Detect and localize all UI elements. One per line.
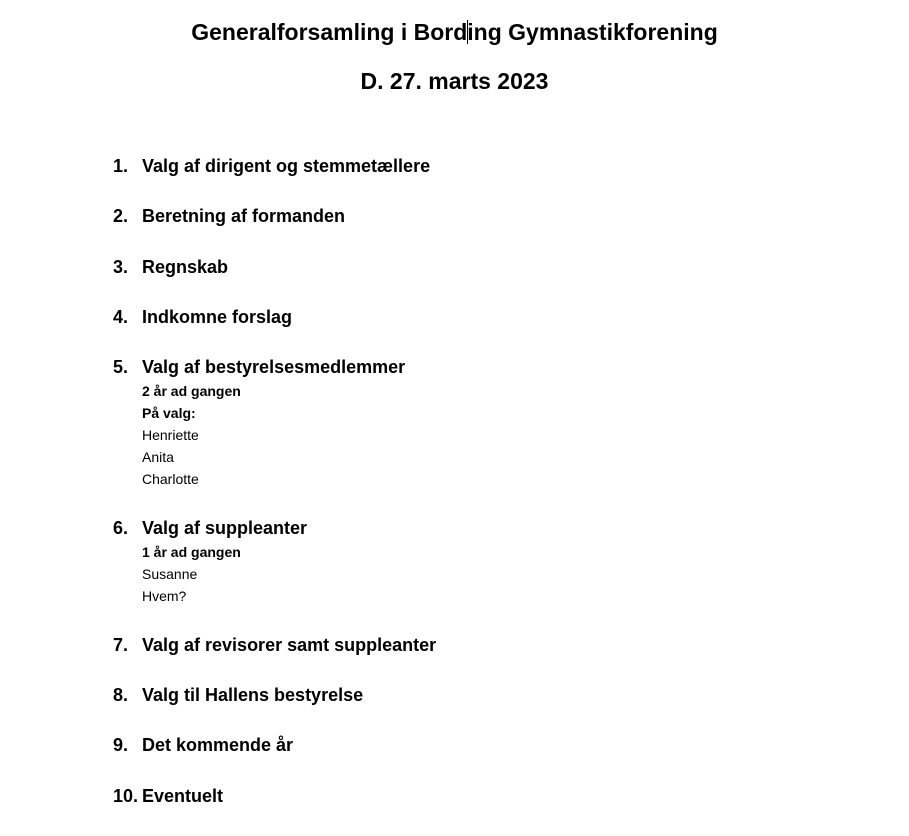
- agenda-item-number: 1.: [113, 156, 129, 176]
- agenda-sublist: [113, 380, 873, 490]
- agenda-item-number: 6.: [113, 518, 129, 538]
- agenda-item-number: 4.: [113, 307, 129, 327]
- document-title: [0, 17, 909, 47]
- agenda-item-1: [113, 153, 873, 179]
- agenda-item-label: Valg af bestyrelsesmedlemmer: [142, 357, 406, 377]
- title-text-start: Generalforsamling i Bord: [191, 19, 468, 45]
- sub-item-name: Hvem?: [142, 588, 187, 604]
- agenda-item-label: Eventuelt: [142, 786, 224, 806]
- agenda-item-label: Det kommende år: [142, 735, 294, 755]
- agenda-item-number: 7.: [113, 635, 129, 655]
- agenda-item-10: [113, 783, 873, 809]
- agenda-sublist: [113, 541, 873, 607]
- agenda-item-8: [113, 682, 873, 708]
- meeting-date: D. 27. marts 2023: [360, 68, 549, 94]
- agenda-item-label: Valg af suppleanter: [142, 518, 308, 538]
- agenda-item-number: 3.: [113, 257, 129, 277]
- agenda-item-2: [113, 203, 873, 229]
- agenda-item-label: Regnskab: [142, 257, 229, 277]
- agenda-item-number: 5.: [113, 357, 129, 377]
- sub-item-name: Anita: [142, 449, 174, 465]
- agenda-item-3: [113, 254, 873, 280]
- sub-item-name: Henriette: [142, 427, 199, 443]
- sub-item-heading: På valg:: [142, 405, 196, 421]
- title-text-end: ing Gymnastikforening: [467, 19, 718, 45]
- agenda-item-label: Beretning af formanden: [142, 206, 346, 226]
- sub-item-name: Susanne: [142, 566, 198, 582]
- sub-item-term: 2 år ad gangen: [142, 383, 241, 399]
- agenda-item-number: 10.: [113, 786, 139, 806]
- agenda-item-label: Valg af dirigent og stemmetællere: [142, 156, 431, 176]
- agenda-item-4: [113, 304, 873, 330]
- sub-item-name: Charlotte: [142, 471, 199, 487]
- agenda-item-5: [113, 354, 873, 490]
- agenda-item-9: [113, 732, 873, 758]
- agenda-item-label: Valg af revisorer samt suppleanter: [142, 635, 437, 655]
- agenda-item-label: Indkomne forslag: [142, 307, 293, 327]
- agenda-item-label: Valg til Hallens bestyrelse: [142, 685, 364, 705]
- agenda-item-number: 2.: [113, 206, 129, 226]
- agenda-item-7: [113, 632, 873, 658]
- agenda-item-6: [113, 515, 873, 607]
- agenda-item-number: 9.: [113, 735, 129, 755]
- sub-item-term: 1 år ad gangen: [142, 544, 241, 560]
- agenda-item-number: 8.: [113, 685, 129, 705]
